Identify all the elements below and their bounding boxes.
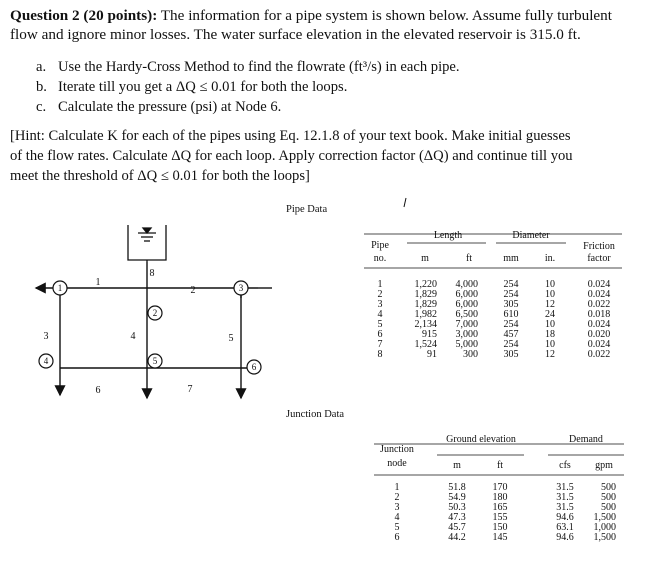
pipe-8-label: 8 — [149, 268, 155, 279]
node-3-label: 3 — [238, 283, 244, 293]
node-4-label: 4 — [43, 356, 49, 366]
friction-header: Friction — [583, 241, 615, 252]
pipe-4-label: 4 — [130, 331, 136, 342]
pipe-6-label: 6 — [95, 385, 101, 396]
demand-gpm-header: gpm — [595, 460, 613, 471]
mm-header: mm — [503, 253, 519, 264]
pipe-length-ft-column: 4,000 6,000 6,000 6,500 7,000 3,000 5,000 300 — [455, 279, 478, 360]
intro-line-2: flow and ignore minor losses. The water surface elevation in the elevated reservoir is 315.0 ft. — [10, 26, 581, 43]
pipe-header: Pipe — [371, 240, 389, 251]
list-item: c. Calculate the pressure (psi) at Node 6. — [36, 99, 282, 115]
hint-text: [Hint: Calculate K for each of the pipes using Eq. 12.1.8 of your text book. Make initial guesses of the flow rates. Calculate ΔQ for each loop. Apply correction factor (ΔQ) and continue till you meet the threshold of ΔQ ≤ 0.01 for both the loops] — [10, 128, 573, 184]
elev-m-header: m — [453, 460, 461, 471]
junction-header: Junction — [380, 444, 414, 455]
in-header: in. — [544, 253, 556, 264]
length-group-header: Length — [433, 230, 463, 241]
pipe-diameter-mm-column: 254 254 305 610 254 457 254 305 — [503, 279, 519, 360]
junction-elev-ft-column: 170 180 165 155 150 145 — [492, 482, 508, 543]
elev-ft-header: ft — [496, 460, 504, 471]
pipe-7-label: 7 — [187, 384, 193, 395]
pipe-diameter-in-column: 10 10 12 24 10 18 10 12 — [545, 279, 555, 360]
no-header: no. — [373, 253, 387, 264]
ft-header: ft — [465, 253, 473, 264]
pipe-data-title: Pipe Data — [286, 204, 328, 215]
junction-data-title: Junction Data — [286, 409, 345, 420]
diameter-group-header: Diameter — [512, 230, 550, 241]
pipe-2-label: 2 — [190, 285, 196, 296]
question-title: Question 2 (20 points): — [10, 7, 158, 24]
pipe-3-label: 3 — [43, 331, 49, 342]
list-item: a. Use the Hardy-Cross Method to find the flowrate (ft³/s) in each pipe. — [36, 59, 460, 75]
factor-header: factor — [587, 253, 611, 264]
pipe-length-m-column: 1,220 1,829 1,829 1,982 2,134 915 1,524 91 — [414, 279, 437, 360]
demand-group-header: Demand — [569, 434, 603, 445]
node-header: node — [387, 458, 407, 469]
junction-elev-m-column: 51.8 54.9 50.3 47.3 45.7 44.2 — [448, 482, 466, 543]
intro-line-1: The information for a pipe system is shown below. Assume fully turbulent — [160, 7, 612, 24]
pipe-1-label: 1 — [95, 277, 101, 288]
pipe-friction-column: 0.024 0.024 0.022 0.018 0.024 0.020 0.024 0.022 — [587, 279, 611, 360]
node-5-label: 5 — [152, 356, 158, 366]
node-1-label: 1 — [57, 283, 63, 293]
elevation-group-header: Ground elevation — [446, 434, 516, 445]
junction-node-column: 1 2 3 4 5 6 — [394, 482, 400, 543]
list-item: b. Iterate till you get a ΔQ ≤ 0.01 for both the loops. — [36, 79, 348, 95]
node-6-label: 6 — [251, 362, 257, 372]
m-header: m — [421, 253, 429, 264]
junction-demand-cfs-column: 31.5 31.5 31.5 94.6 63.1 94.6 — [556, 482, 574, 543]
junction-demand-gpm-column: 500 500 500 1,500 1,000 1,500 — [593, 482, 616, 543]
demand-cfs-header: cfs — [559, 460, 571, 471]
pipe-no-column: 1 2 3 4 5 6 7 8 — [377, 279, 383, 360]
pipe-5-label: 5 — [228, 333, 234, 344]
reservoir-icon — [128, 225, 166, 262]
node-2-label: 2 — [152, 308, 158, 318]
